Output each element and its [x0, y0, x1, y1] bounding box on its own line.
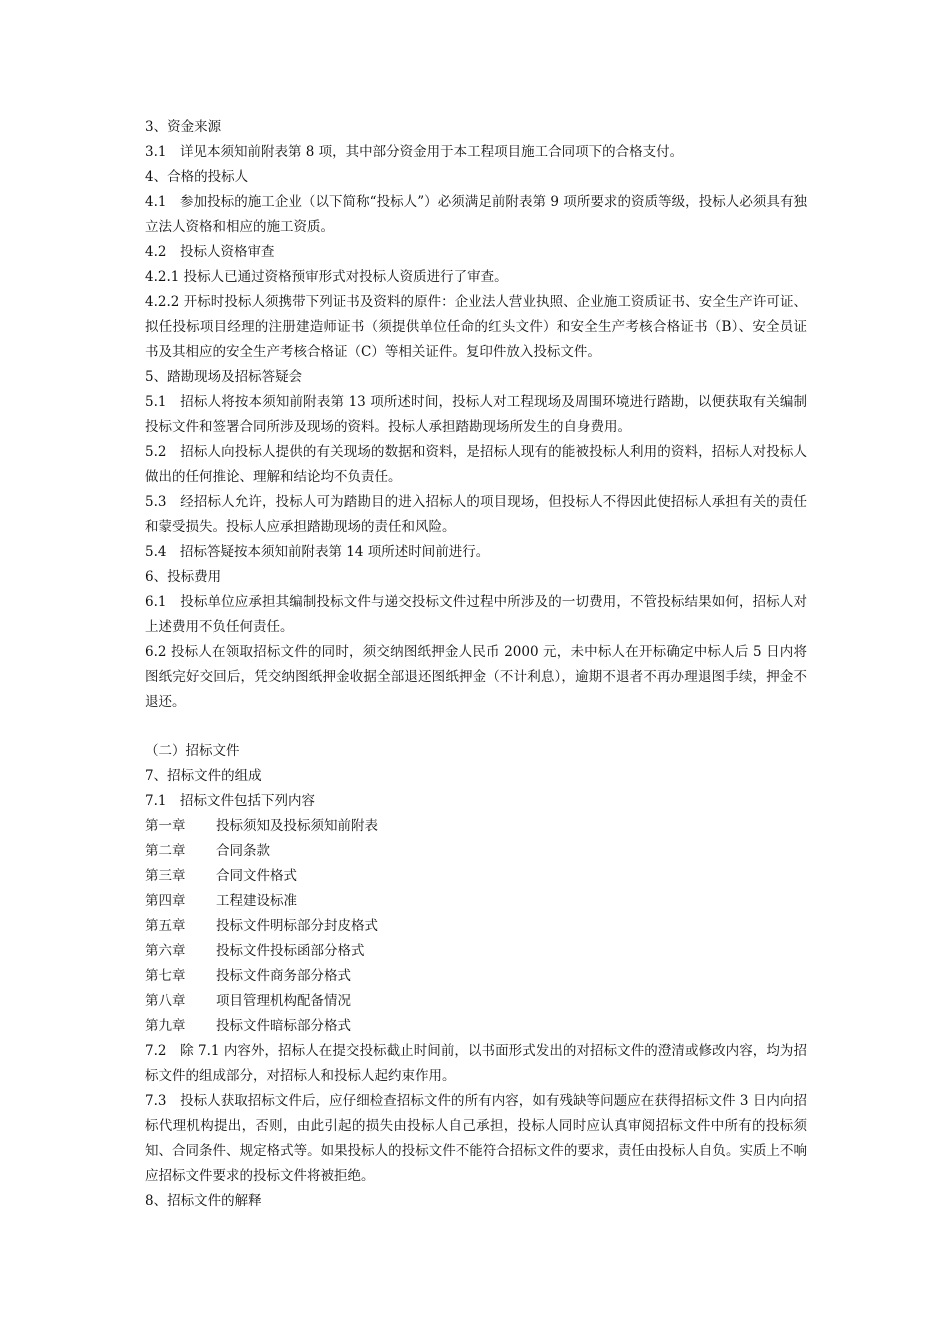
clause-3-1: 3.1 详见本须知前附表第 8 项，其中部分资金用于本工程项目施工合同项下的合格支付。 — [145, 144, 684, 160]
clause-4-2: 4.2 投标人资格审查 — [145, 244, 275, 260]
clause-7-2: 7.2 除 7.1 内容外，招标人在提交投标截止时间前，以书面形式发出的对招标文件的澄清或修改内容，均为招标文件的组成部分，对招标人和投标人起约束作用。 — [145, 1043, 807, 1084]
chapter-item — [145, 889, 807, 914]
clause-5-3: 5.3 经招标人允许，投标人可为踏勘目的进入招标人的项目现场，但投标人不得因此使招标人承担有关的责任和蒙受损失。投标人应承担踏勘现场的责任和风险。 — [145, 494, 807, 535]
clause-5-1: 5.1 招标人将按本须知前附表第 13 项所述时间，投标人对工程现场及周围环境进行踏勘，以便获取有关编制投标文件和签署合同所涉及现场的资料。投标人承担踏勘现场所发生的自身费用。 — [145, 394, 807, 435]
chapter-item — [145, 1014, 807, 1039]
clause-5-4: 5.4 招标答疑按本须知前附表第 14 项所述时间前进行。 — [145, 544, 490, 560]
chapter-title: 投标文件明标部分封皮格式 — [216, 918, 378, 934]
chapter-item — [145, 814, 807, 839]
chapter-title: 投标文件暗标部分格式 — [216, 1018, 351, 1034]
chapter-title: 投标文件投标函部分格式 — [216, 943, 365, 959]
chapter-title: 工程建设标准 — [216, 893, 297, 909]
chapter-number: 第九章 — [145, 1018, 186, 1034]
chapter-number: 第一章 — [145, 818, 186, 834]
chapter-number: 第七章 — [145, 968, 186, 984]
document-body — [145, 115, 807, 1214]
clause-7-3: 7.3 投标人获取招标文件后，应仔细检查招标文件的所有内容，如有残缺等问题应在获得招标文件 3 日内向招标代理机构提出，否则，由此引起的损失由投标人自己承担，投标人同时应认真审阅招标文件中所有的投标须知、合同条件、规定格式等。如果投标人的投标文件不能符合招标文件的要求，责任由投标人自负。实质上不响应招标文件要求的投标文件将被拒绝。 — [145, 1093, 807, 1184]
clause-4-2-1: 4.2.1 投标人已通过资格预审形式对投标人资质进行了审查。 — [145, 269, 508, 285]
clause-4-1: 4.1 参加投标的施工企业（以下简称“投标人”）必须满足前附表第 9 项所要求的资质等级，投标人必须具有独立法人资格和相应的施工资质。 — [145, 194, 807, 235]
chapter-title: 投标须知及投标须知前附表 — [216, 818, 378, 834]
blank-line — [145, 715, 807, 739]
heading-funding-source: 3、资金来源 — [145, 119, 222, 135]
clause-5-2: 5.2 招标人向投标人提供的有关现场的数据和资料，是招标人现有的能被投标人利用的资料，招标人对投标人做出的任何推论、理解和结论均不负责任。 — [145, 444, 807, 485]
chapter-item — [145, 989, 807, 1014]
chapter-list — [145, 814, 807, 1039]
chapter-number: 第八章 — [145, 993, 186, 1009]
clause-6-2: 6.2 投标人在领取招标文件的同时，须交纳图纸押金人民币 2000 元，未中标人在开标确定中标人后 5 日内将图纸完好交回后，凭交纳图纸押金收据全部退还图纸押金（不计利息），逾期不退者不再办理退图手续，押金不退还。 — [145, 644, 807, 710]
chapter-number: 第二章 — [145, 843, 186, 859]
heading-qualified-bidder: 4、合格的投标人 — [145, 169, 249, 185]
chapter-title: 合同文件格式 — [216, 868, 297, 884]
heading-bid-cost: 6、投标费用 — [145, 569, 222, 585]
heading-document-composition: 7、招标文件的组成 — [145, 768, 262, 784]
chapter-title: 合同条款 — [216, 843, 270, 859]
chapter-number: 第三章 — [145, 868, 186, 884]
chapter-title: 投标文件商务部分格式 — [216, 968, 351, 984]
heading-site-visit: 5、踏勘现场及招标答疑会 — [145, 369, 303, 385]
chapter-item — [145, 914, 807, 939]
chapter-item — [145, 839, 807, 864]
clause-7-1: 7.1 招标文件包括下列内容 — [145, 793, 315, 809]
chapter-number: 第五章 — [145, 918, 186, 934]
heading-document-interpretation: 8、招标文件的解释 — [145, 1193, 262, 1209]
clause-6-1: 6.1 投标单位应承担其编制投标文件与递交投标文件过程中所涉及的一切费用，不管投标结果如何，招标人对上述费用不负任何责任。 — [145, 594, 807, 635]
chapter-number: 第四章 — [145, 893, 186, 909]
chapter-number: 第六章 — [145, 943, 186, 959]
chapter-title: 项目管理机构配备情况 — [216, 993, 351, 1009]
section-heading-bidding-documents: （二）招标文件 — [145, 743, 240, 759]
clause-4-2-2: 4.2.2 开标时投标人须携带下列证书及资料的原件：企业法人营业执照、企业施工资质证书、安全生产许可证、拟任投标项目经理的注册建造师证书（须提供单位任命的红头文件）和安全生产考核合格证书（B）、安全员证书及其相应的安全生产考核合格证（C）等相关证件。复印件放入投标文件。 — [145, 294, 807, 360]
chapter-item — [145, 939, 807, 964]
chapter-item — [145, 964, 807, 989]
chapter-item — [145, 864, 807, 889]
